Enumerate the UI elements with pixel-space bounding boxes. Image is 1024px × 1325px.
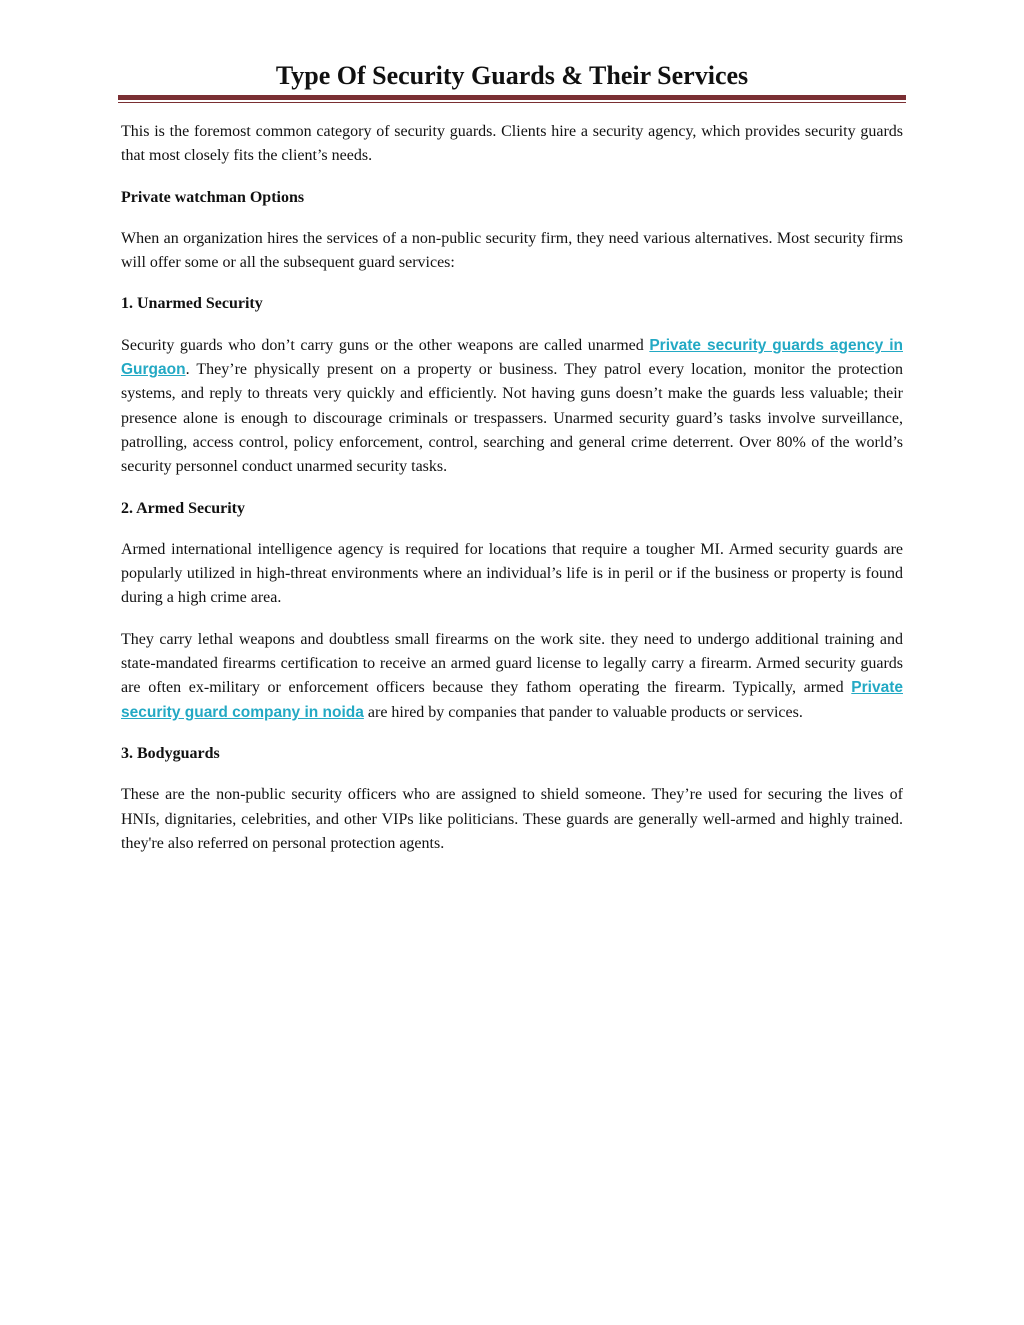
armed-text-before-link: They carry lethal weapons and doubtless small firearms on the work site. they need to undergo additional training and state-mandated firearms certification to receive an armed guard license to legally carry a firearm. Armed security guards are often ex-military or enforcement officers because they fathom operating the firearm. Typically, armed: [121, 630, 903, 697]
gurgaon-agency-link[interactable]: Private security guards agency in Gurgaon: [121, 336, 903, 379]
noida-company-link[interactable]: Private security guard company in noida: [121, 679, 903, 721]
armed-paragraph-1: Armed international intelligence agency is required for locations that require a tougher MI. Armed security guards are popularly utilized in high-threat environments where an individual’s life is in peril or if the business or property is found during a high crime area.: [121, 540, 903, 607]
unarmed-heading: 1. Unarmed Security: [121, 295, 263, 313]
title-rule-thick: [118, 95, 906, 100]
options-heading: Private watchman Options: [121, 188, 305, 206]
page-title: Type Of Security Guards & Their Services: [275, 61, 749, 90]
document-body: [121, 120, 903, 856]
title-rule-thin: [118, 102, 906, 103]
unarmed-text-after-link: . They’re physically present on a property or business. They patrol every location, monitor the protection systems, and reply to threats very quickly and efficiently. Not having guns doesn’t make the guards less valuable; their presence alone is enough to discourage criminals or trespassers. Unarmed security guard’s tasks involve surveillance, patrolling, access control, policy enforcement, control, searching and general crime deterrent. Over 80% of the world’s security personnel conduct unarmed security tasks.: [121, 361, 903, 476]
bodyguards-paragraph: These are the non-public security officers who are assigned to shield someone. They’re used for securing the lives of HNIs, dignitaries, celebrities, and other VIPs like politicians. These guards are generally well-armed and highly trained. they're also referred on personal protection agents.: [121, 786, 903, 852]
intro-paragraph: This is the foremost common category of security guards. Clients hire a security agency, which provides security guards that most closely fits the client’s needs.: [121, 123, 903, 165]
unarmed-text-before-link: Security guards who don’t carry guns or the other weapons are called unarmed: [121, 336, 650, 354]
unarmed-paragraph: [121, 334, 903, 480]
options-paragraph: When an organization hires the services of a non-public security firm, they need various alternatives. Most security firms will offer some or all the subsequent guard services:: [121, 229, 903, 272]
armed-paragraph-2: [121, 628, 903, 725]
armed-text-after-link: are hired by companies that pander to valuable products or services.: [363, 703, 803, 721]
bodyguards-heading: 3. Bodyguards: [121, 744, 220, 762]
armed-heading: 2. Armed Security: [121, 499, 245, 517]
